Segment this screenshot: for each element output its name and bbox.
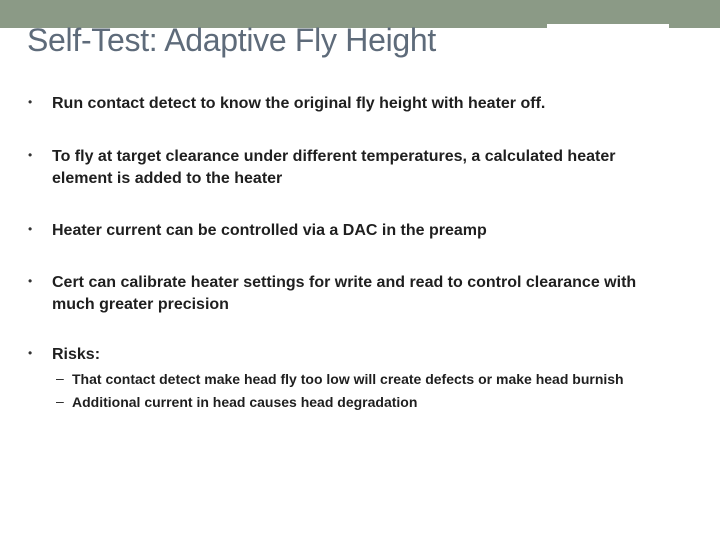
sub-bullet-marker: – (56, 393, 64, 409)
bullet-item-2: To fly at target clearance under different temperatures, a calculated heater element is added to the heater (52, 148, 616, 187)
bullet-item-4: Cert can calibrate heater settings for write and read to control clearance with much greater precision (52, 274, 637, 313)
sub-bullet-item-2: Additional current in head causes head degradation (72, 394, 418, 410)
slide-title: Self-Test: Adaptive Fly Height (27, 22, 436, 58)
bullet-marker: • (28, 274, 33, 288)
bullet-marker: • (28, 346, 33, 360)
bullet-item-5: Risks: (52, 346, 101, 363)
bullet-marker: • (28, 222, 33, 236)
sub-bullet-marker: – (56, 370, 64, 386)
sub-bullet-item-1: That contact detect make head fly too low will create defects or make head burnish (72, 371, 624, 387)
bullet-marker: • (28, 148, 33, 162)
bullet-item-1: Run contact detect to know the original fly height with heater off. (52, 95, 546, 112)
bullet-marker: • (28, 95, 33, 109)
bullet-item-3: Heater current can be controlled via a DAC in the preamp (52, 222, 487, 239)
